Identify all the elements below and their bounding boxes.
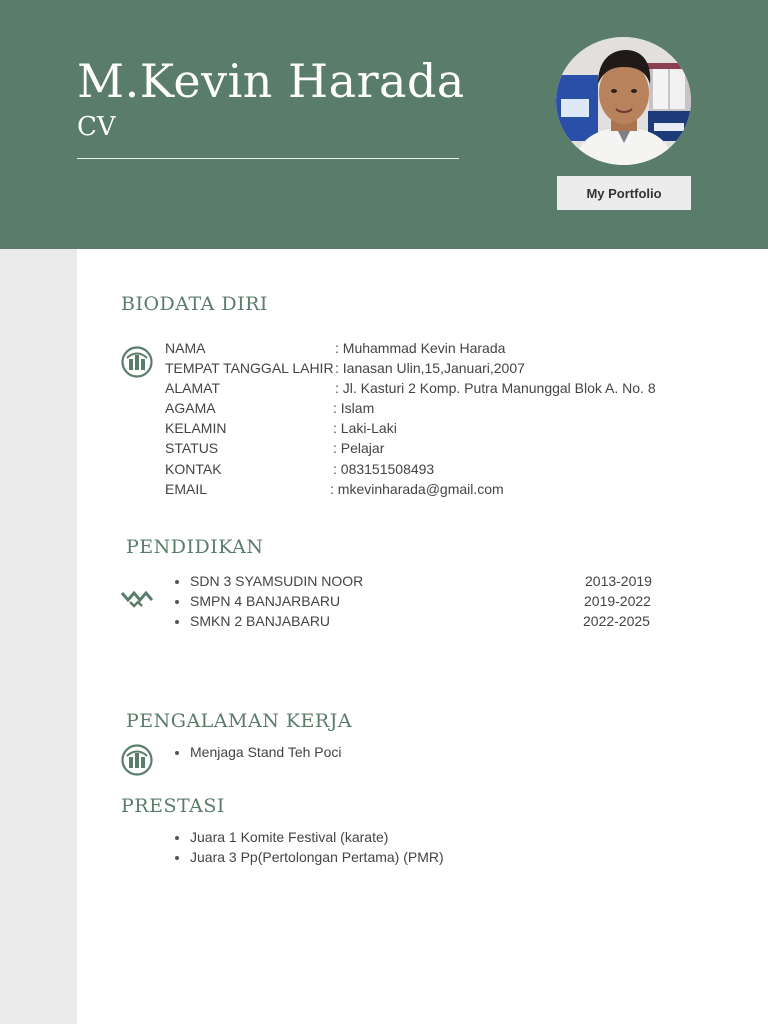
- biodata-label: NAMA: [165, 340, 206, 356]
- pengalaman-list: [173, 742, 342, 762]
- profile-photo-illustration: [556, 37, 691, 165]
- building-column-icon: [121, 346, 153, 378]
- section-title-pendidikan: PENDIDIKAN: [126, 536, 264, 558]
- person-name: M.Kevin Harada: [77, 54, 465, 108]
- biodata-value: : Laki-Laki: [333, 420, 397, 436]
- biodata-label: EMAIL: [165, 481, 208, 497]
- biodata-label: KELAMIN: [165, 420, 227, 436]
- document-subtitle: CV: [77, 112, 116, 142]
- biodata-value: : mkevinharada@gmail.com: [330, 481, 504, 497]
- school-name: SDN 3 SYAMSUDIN NOOR: [190, 573, 364, 589]
- biodata-label: ALAMAT: [165, 380, 220, 396]
- section-title-biodata: BIODATA DIRI: [121, 293, 268, 315]
- school-name: SMKN 2 BANJABARU: [190, 613, 331, 629]
- biodata-value: : Pelajar: [333, 440, 385, 456]
- biodata-label: KONTAK: [165, 461, 222, 477]
- biodata-value: : 083151508493: [333, 461, 435, 477]
- list-item: [173, 591, 660, 611]
- list-item: Menjaga Stand Teh Poci: [173, 742, 342, 762]
- school-years: 2019-2022: [584, 593, 651, 609]
- school-name: SMPN 4 BANJARBARU: [190, 593, 341, 609]
- list-item: Juara 3 Pp(Pertolongan Pertama) (PMR): [173, 847, 444, 867]
- biodata-label: AGAMA: [165, 400, 216, 416]
- pendidikan-list: [173, 571, 660, 631]
- section-title-prestasi: PRESTASI: [121, 795, 225, 817]
- list-item: [173, 571, 660, 591]
- section-title-pengalaman: PENGALAMAN KERJA: [126, 710, 353, 732]
- biodata-value: : Islam: [333, 400, 375, 416]
- profile-photo: [556, 37, 691, 165]
- my-portfolio-button[interactable]: My Portfolio: [557, 176, 691, 210]
- school-years: 2013-2019: [585, 573, 652, 589]
- header-banner: [0, 0, 768, 249]
- biodata-value: : Ianasan Ulin,15,Januari,2007: [335, 360, 525, 376]
- biodata-label: TEMPAT TANGGAL LAHIR: [165, 360, 334, 376]
- header-divider: [77, 158, 459, 159]
- biodata-value: : Muhammad Kevin Harada: [335, 340, 506, 356]
- school-years: 2022-2025: [583, 613, 650, 629]
- list-item: [173, 611, 660, 631]
- zigzag-arrows-icon: [121, 588, 153, 608]
- building-column-icon: [121, 744, 153, 776]
- list-item: Juara 1 Komite Festival (karate): [173, 827, 444, 847]
- biodata-label: STATUS: [165, 440, 219, 456]
- biodata-value: : Jl. Kasturi 2 Komp. Putra Manunggal Blok A. No. 8: [335, 380, 656, 396]
- prestasi-list: [173, 827, 444, 867]
